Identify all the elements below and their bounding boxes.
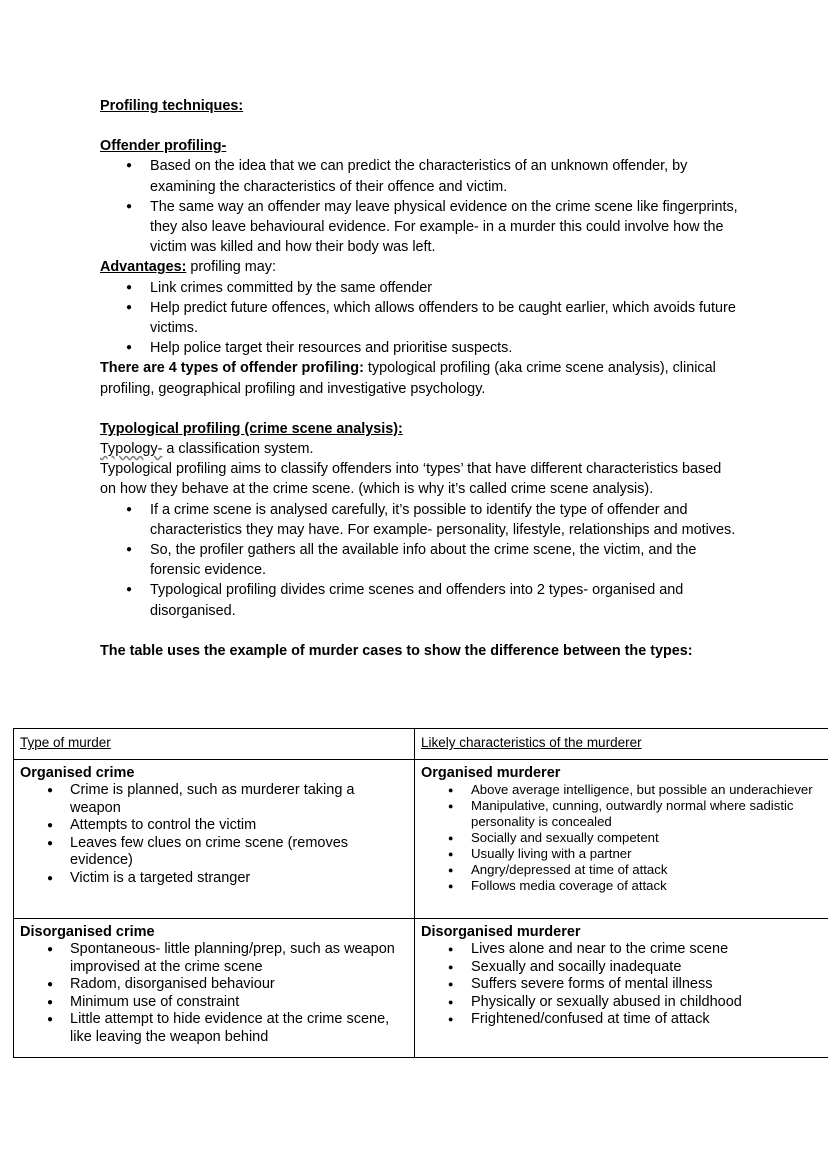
list-item: ● Crime is planned, such as murderer taking a weapon bbox=[20, 782, 408, 817]
advantages-bullets bbox=[100, 278, 740, 359]
organised-crime-list bbox=[20, 782, 408, 887]
organised-murderer-cell bbox=[415, 760, 828, 919]
list-item: ● Frightened/confused at time of attack bbox=[421, 1011, 828, 1029]
list-item: ● Follows media coverage of attack bbox=[421, 878, 828, 894]
advantages-label: Advantages: bbox=[100, 259, 187, 276]
list-item: ● Sexually and socailly inadequate bbox=[421, 959, 828, 977]
list-item: ● So, the profiler gathers all the available info about the crime scene, the victim, and the forensic evidence. bbox=[100, 540, 740, 580]
typology-def: a classification system. bbox=[162, 441, 314, 458]
offender-profiling-title: Offender profiling- bbox=[100, 138, 227, 155]
disorganised-murderer-title: Disorganised murderer bbox=[421, 924, 581, 940]
table-row bbox=[14, 760, 828, 919]
disorganised-crime-title: Disorganised crime bbox=[20, 924, 155, 940]
list-item: ● Radom, disorganised behaviour bbox=[20, 976, 408, 994]
disorganised-murderer-cell bbox=[415, 919, 828, 1058]
table-header-row bbox=[14, 729, 828, 760]
typological-title: Typological profiling (crime scene analysis): bbox=[100, 420, 403, 437]
list-item: ● Typological profiling divides crime scenes and offenders into 2 types- organised and disorganised. bbox=[100, 580, 740, 620]
list-item: ● Help police target their resources and prioritise suspects. bbox=[100, 338, 740, 358]
list-item: ● Physically or sexually abused in childhood bbox=[421, 994, 828, 1012]
table-row bbox=[14, 919, 828, 1058]
list-item: ● Based on the idea that we can predict the characteristics of an unknown offender, by examining the characteristics of their offence and victim. bbox=[100, 156, 740, 196]
list-item: ● Link crimes committed by the same offender bbox=[100, 278, 740, 298]
list-item: ● Above average intelligence, but possible an underachiever bbox=[421, 782, 828, 798]
list-item: ● Lives alone and near to the crime scene bbox=[421, 941, 828, 959]
col1-header: Type of murder bbox=[14, 729, 415, 760]
list-item: ● Little attempt to hide evidence at the crime scene, like leaving the weapon behind bbox=[20, 1011, 408, 1046]
list-item: ● Help predict future offences, which allows offenders to be caught earlier, which avoids future victims. bbox=[100, 298, 740, 338]
advantages-rest: profiling may: bbox=[186, 259, 276, 276]
list-item: ● Leaves few clues on crime scene (removes evidence) bbox=[20, 835, 408, 870]
disorganised-murderer-list bbox=[421, 941, 828, 1029]
list-item: ● Attempts to control the victim bbox=[20, 817, 408, 835]
disorganised-crime-list bbox=[20, 941, 408, 1046]
table-intro: The table uses the example of murder cases to show the difference between the types: bbox=[100, 642, 693, 659]
typology-definition bbox=[100, 439, 740, 459]
offender-bullets bbox=[100, 156, 740, 257]
document-body bbox=[100, 96, 740, 661]
organised-murderer-list bbox=[421, 782, 828, 894]
organised-murderer-title: Organised murderer bbox=[421, 765, 561, 781]
profiling-types-line bbox=[100, 358, 740, 398]
list-item: ● Manipulative, cunning, outwardly normal where sadistic personality is concealed bbox=[421, 798, 828, 830]
list-item: ● If a crime scene is analysed carefully, it’s possible to identify the type of offender and characteristics they may have. For example- personality, lifestyle, relationships and motives. bbox=[100, 500, 740, 540]
organised-crime-title: Organised crime bbox=[20, 765, 135, 781]
list-item: ● The same way an offender may leave physical evidence on the crime scene like fingerprints, they also leave behavioural evidence. For example- in a murder this could involve how the victim was killed and how their body was left. bbox=[100, 197, 740, 258]
list-item: ● Minimum use of constraint bbox=[20, 994, 408, 1012]
murder-types-table bbox=[13, 728, 828, 1058]
list-item: ● Usually living with a partner bbox=[421, 846, 828, 862]
typological-bullets bbox=[100, 500, 740, 621]
list-item: ● Socially and sexually competent bbox=[421, 830, 828, 846]
advantages-line bbox=[100, 257, 740, 277]
col2-header: Likely characteristics of the murderer bbox=[415, 729, 828, 760]
disorganised-crime-cell bbox=[14, 919, 415, 1058]
list-item: ● Victim is a targeted stranger bbox=[20, 870, 408, 888]
list-item: ● Spontaneous- little planning/prep, such as weapon improvised at the crime scene bbox=[20, 941, 408, 976]
list-item: ● Angry/depressed at time of attack bbox=[421, 862, 828, 878]
typological-intro: Typological profiling aims to classify offenders into ‘types’ that have different characteristics based on how they behave at the crime scene. (which is why it’s called crime scene analysis). bbox=[100, 461, 722, 498]
page-heading: Profiling techniques: bbox=[100, 98, 244, 114]
profiling-types-bold: There are 4 types of offender profiling: bbox=[100, 360, 364, 377]
organised-crime-cell bbox=[14, 760, 415, 919]
profiling-types-rest: typological profiling (aka crime scene analysis), clinical profiling, geographical profiling and investigative psychology. bbox=[100, 360, 716, 397]
typology-word: Typology- bbox=[100, 441, 163, 458]
list-item: ● Suffers severe forms of mental illness bbox=[421, 976, 828, 994]
